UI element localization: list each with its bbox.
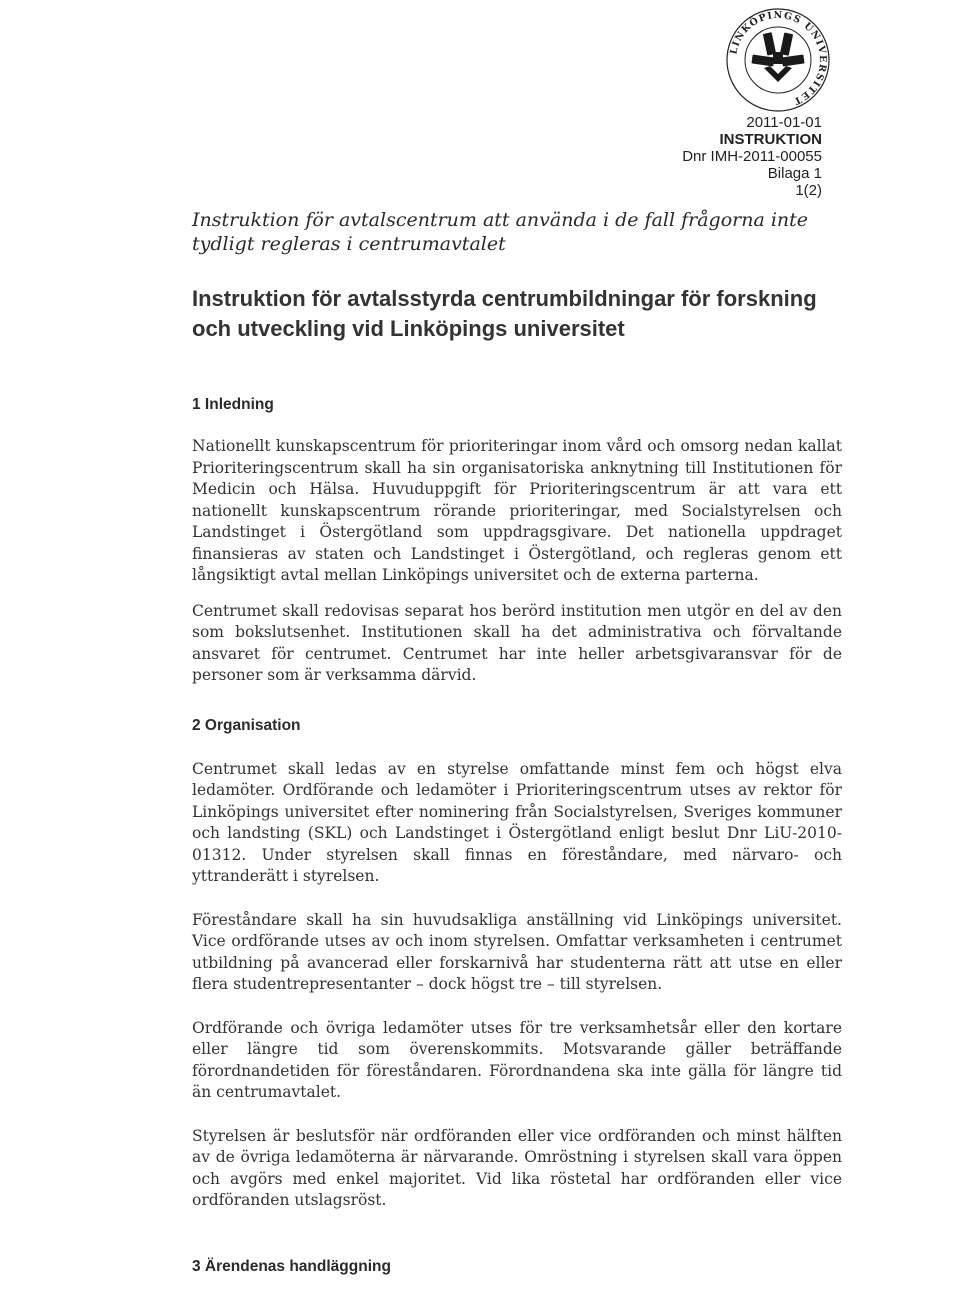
section-heading: 2 Organisation <box>192 716 301 734</box>
section-heading: 3 Ärendenas handläggning <box>192 1257 391 1275</box>
document-attachment: Bilaga 1 <box>767 165 822 182</box>
section-arendenas-handlaggning <box>192 1258 842 1276</box>
document-body <box>192 208 842 1276</box>
university-seal-icon <box>724 6 832 114</box>
university-logo <box>724 6 832 114</box>
paragraph: Ordförande och övriga ledamöter utses för tre verksamhetsår eller den kortare eller längre tid som överenskommits. Motsvarande gäller beträffande förordnandetiden för föreståndaren. Förordnandena ska inte gälla för längre tid än centrumavtalet. <box>192 1018 842 1101</box>
paragraph: Centrumet skall redovisas separat hos berörd institution men utgör en del av den som bokslutsenhet. Institutionen skall ha det administrativa och förvaltande ansvaret för centrumet. Centrumet har inte heller arbetsgivaransvar för de personer som är verksamma därvid. <box>192 601 842 684</box>
document-type: INSTRUKTION <box>719 131 822 148</box>
document-subtitle: Instruktion för avtalscentrum att använda i de fall frågorna inte tydligt regleras i centrumavtalet <box>192 209 809 255</box>
page-number: 1(2) <box>795 182 822 199</box>
section-organisation <box>192 717 842 1212</box>
document-date: 2011-01-01 <box>746 114 822 131</box>
paragraph: Centrumet skall ledas av en styrelse omfattande minst fem och högst elva ledamöter. Ordförande och ledamöter i Prioriteringscentrum utses av rektor för Linköpings universitet efter nominering från Socialstyrelsen, Sveriges kommuner och landsting (SKL) och Landstinget i Östergötland enligt beslut Dnr LiU-2010-01312. Under styrelsen skall finnas en föreståndare, med närvaro- och yttranderätt i styrelsen. <box>192 759 842 885</box>
section-heading: 1 Inledning <box>192 396 274 413</box>
paragraph: Styrelsen är beslutsför när ordföranden eller vice ordföranden och minst hälften av de övriga ledamöterna är närvarande. Omröstning i styrelsen skall vara öppen och avgörs med enkel majoritet. Vid lika röstetal har ordföranden eller vice ordföranden utslagsröst. <box>192 1126 842 1209</box>
section-inledning <box>192 396 842 687</box>
document-title: Instruktion för avtalsstyrda centrumbildningar för forskning och utveckling vid Linköpings universitet <box>192 286 817 341</box>
document-dnr: Dnr IMH-2011-00055 <box>682 148 822 165</box>
paragraph: Föreståndare skall ha sin huvudsakliga anställning vid Linköpings universitet. Vice ordförande utses av och inom styrelsen. Omfattar verksamheten i centrumet utbildning på avancerad eller forskarnivå har studenterna rätt att utse en eller flera studentrepresentanter – dock högst tre – till styrelsen. <box>192 910 842 993</box>
document-metadata <box>682 114 822 199</box>
logo-ring-text: LINKÖPINGS UNIVERSITET <box>728 9 829 107</box>
paragraph: Nationellt kunskapscentrum för prioriteringar inom vård och omsorg nedan kallat Prioriteringscentrum skall ha sin organisatoriska anknytning till Institutionen för Medicin och Hälsa. Huvuduppgift för Prioriteringscentrum är att vara ett nationellt kunskapscentrum rörande prioriteringar, med Socialstyrelsen och Landstinget i Östergötland som uppdragsgivare. Det nationella uppdraget finansieras av staten och Landstinget i Östergötland, och regleras genom ett långsiktigt avtal mellan Linköpings universitet och de externa parterna. <box>192 437 842 584</box>
